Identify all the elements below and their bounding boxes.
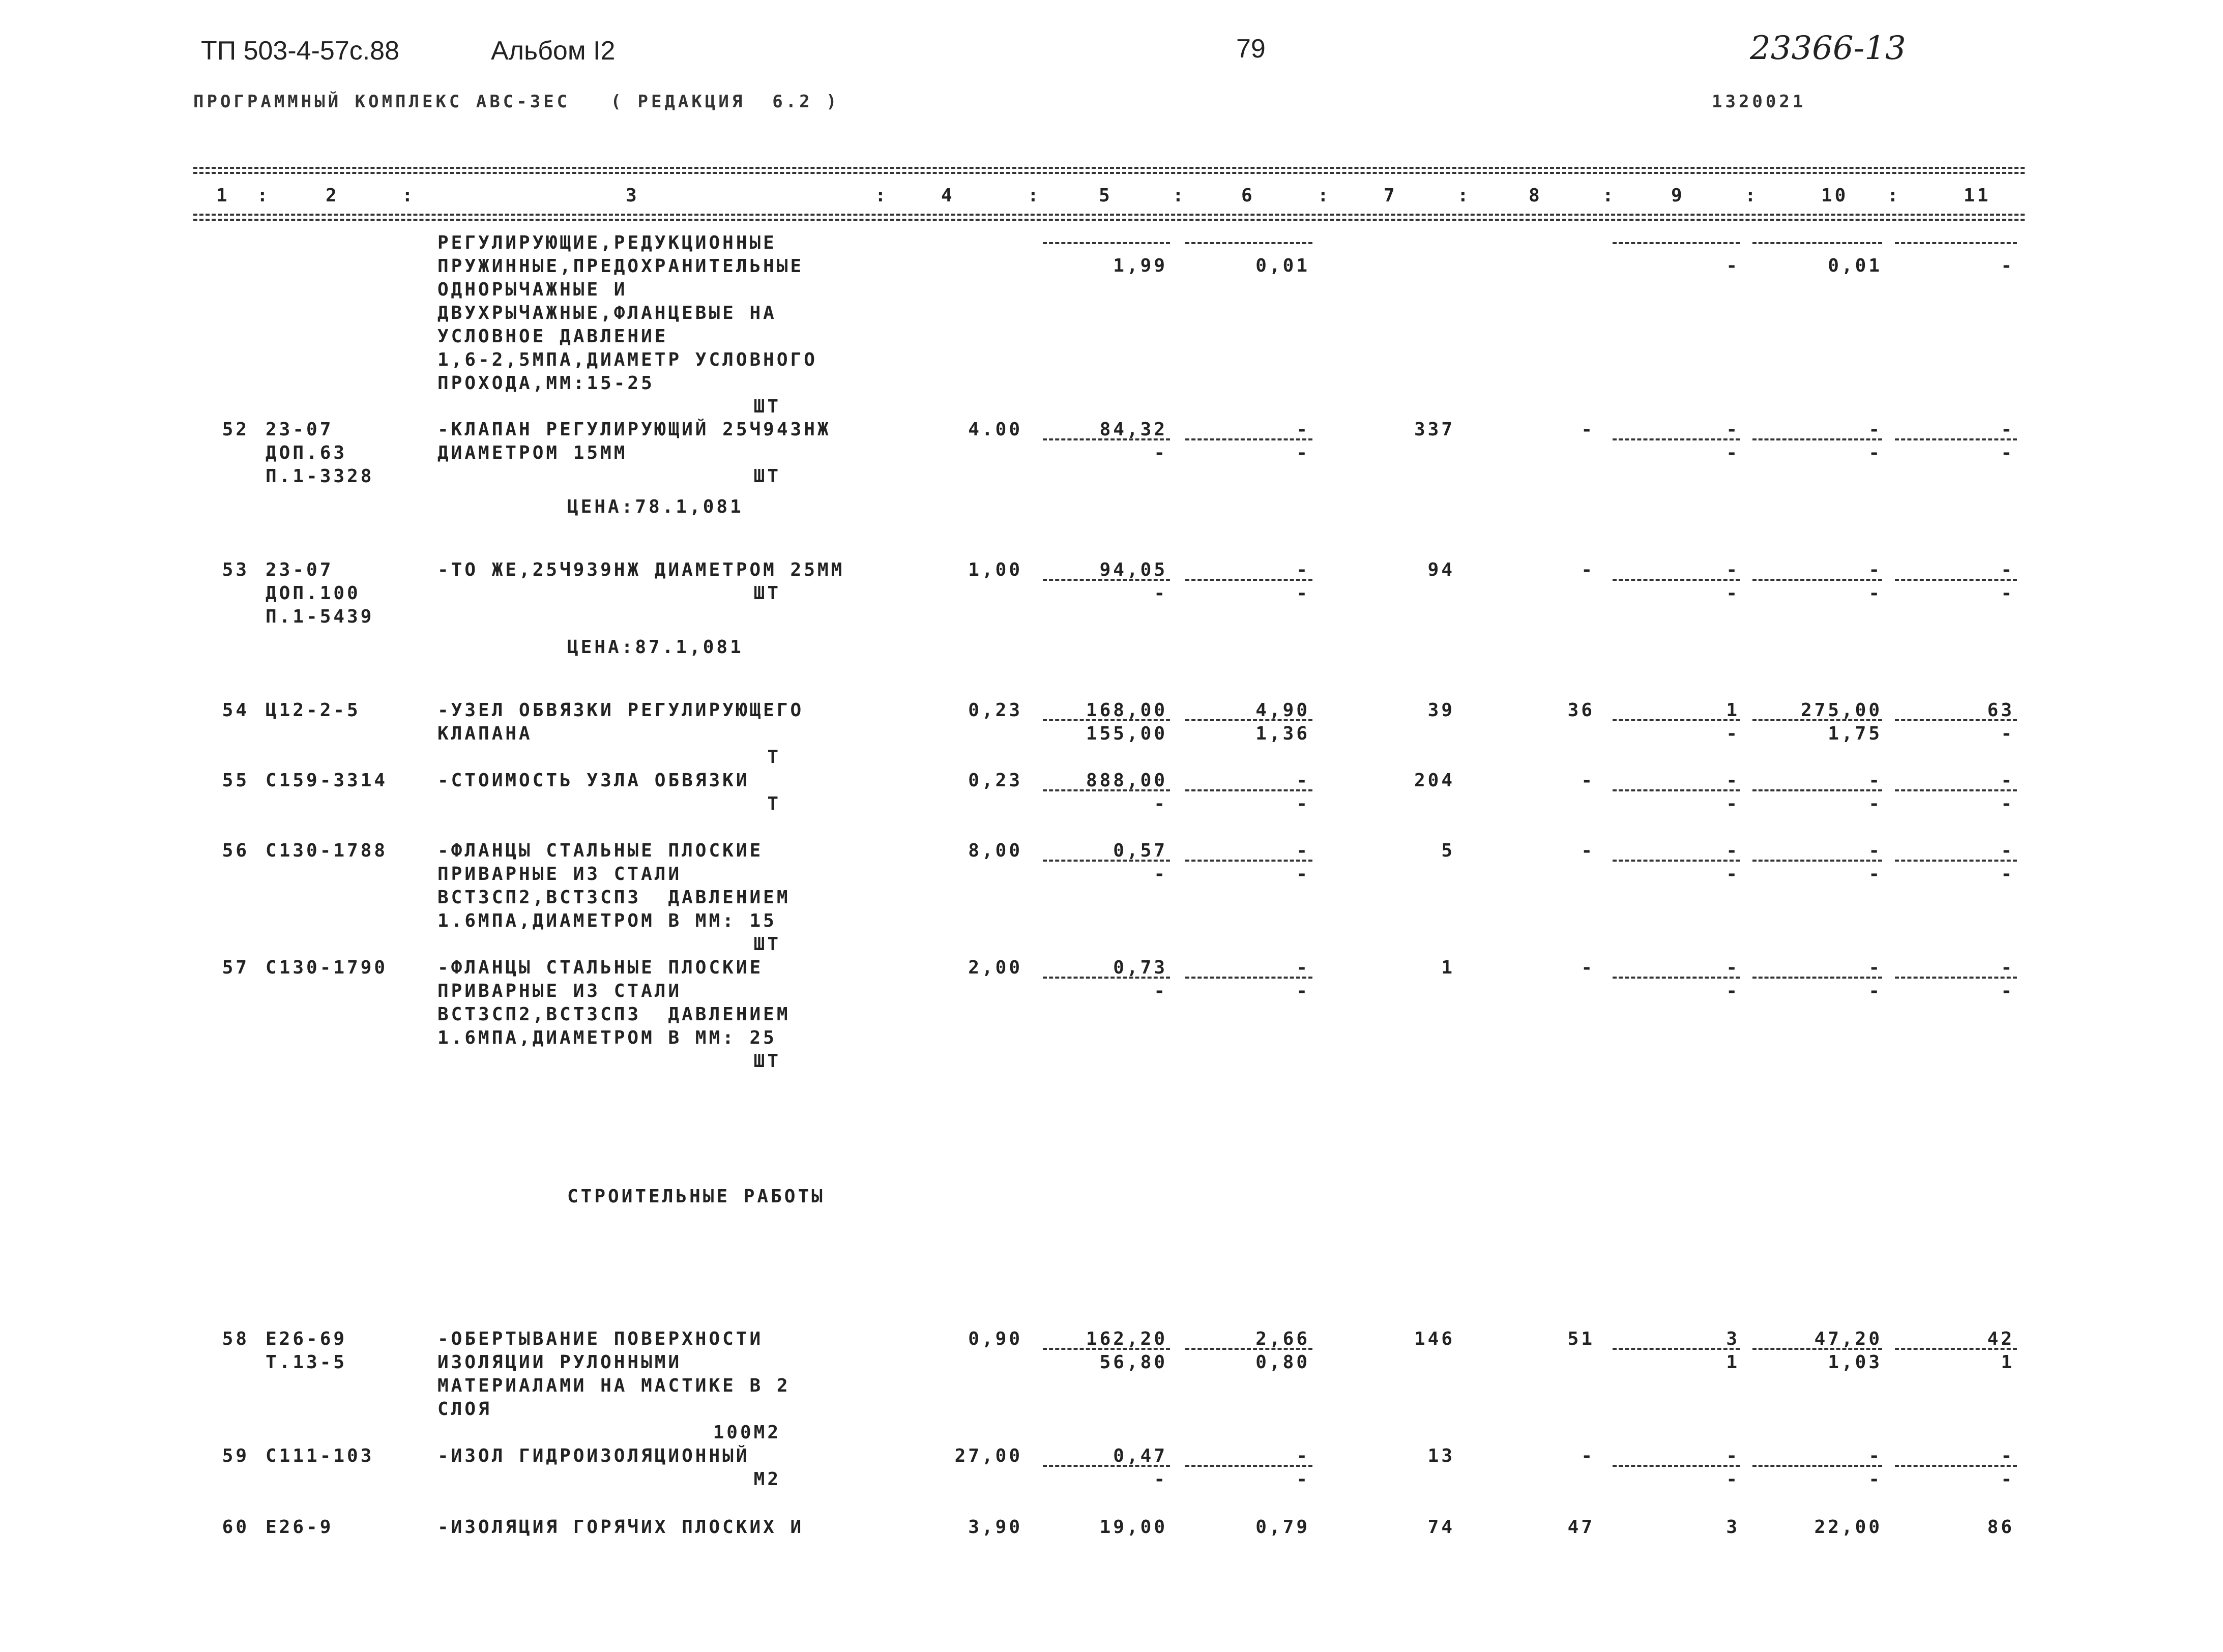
separator-c6 [1185,719,1312,721]
work-description: -ФЛАНЦЫ СТАЛЬНЫЕ ПЛОСКИЕ [437,840,764,861]
value2-c6: - [1296,981,1310,1001]
separator-c5 [1043,789,1170,791]
norm-code: Е26-69 [266,1329,347,1349]
row-number: 56 [222,840,249,861]
norm-code: Т.13-5 [266,1352,347,1373]
unit-label: ШТ [753,1051,781,1072]
work-description: -ФЛАНЦЫ СТАЛЬНЫЕ ПЛОСКИЕ [437,957,764,978]
row-number: 60 [222,1517,249,1538]
value2-c5: - [1154,442,1167,463]
value-c11: - [2001,840,2014,861]
value-c7: 74 [1427,1517,1455,1538]
value-c4: 4.00 [968,419,1022,440]
work-description: ПРИВАРНЫЕ ИЗ СТАЛИ [437,864,682,884]
value-c9: - [1726,840,1740,861]
work-description: РЕГУЛИРУЮЩИЕ,РЕДУКЦИОННЫЕ [437,232,777,253]
value-c10: 0,01 [1828,255,1882,276]
work-description: -УЗЕЛ ОБВЯЗКИ РЕГУЛИРУЮЩЕГО [437,700,804,721]
column-header-8: 8 [1529,185,1542,206]
column-separator: : [1887,185,1901,206]
value2-c10: - [1868,583,1882,604]
separator-c5 [1043,1465,1170,1467]
work-description: 1.6МПА,ДИАМЕТРОМ В ММ: 15 [437,910,777,931]
value-c9: - [1726,419,1740,440]
row-number: 52 [222,419,249,440]
value2-c9: - [1726,442,1740,463]
work-description: МАТЕРИАЛАМИ НА МАСТИКЕ В 2 [437,1375,791,1396]
separator-c5 [1043,719,1170,721]
column-separator: : [1318,185,1331,206]
value-c8: 47 [1567,1517,1595,1538]
separator-c11 [1895,719,2017,721]
value-c9: - [1726,255,1740,276]
work-description: УСЛОВНОЕ ДАВЛЕНИЕ [437,326,668,347]
separator-c9 [1613,860,1740,862]
value-c7: 146 [1414,1329,1455,1349]
value-c9: 3 [1726,1517,1740,1538]
value2-c5: - [1154,583,1167,604]
separator-c10 [1752,579,1882,581]
separator-c10 [1752,1348,1882,1350]
value-c10: - [1868,1446,1882,1466]
separator-c6 [1185,1348,1312,1350]
separator-c10 [1752,977,1882,979]
separator-c11 [1895,579,2017,581]
unit-label: ШТ [753,583,781,604]
column-separator: : [1173,185,1186,206]
value-c5: 168,00 [1086,700,1167,721]
value-c8: - [1581,770,1595,791]
unit-label: М2 [753,1469,781,1490]
value-c6: 0,79 [1255,1517,1310,1538]
value-c4: 0,90 [968,1329,1022,1349]
value-c11: 86 [1987,1517,2014,1538]
value2-c10: - [1868,793,1882,814]
norm-code: ДОП.100 [266,583,361,604]
value2-c9: - [1726,864,1740,884]
value2-c5: 155,00 [1086,723,1167,744]
column-header-9: 9 [1671,185,1685,206]
norm-code: С111-103 [266,1446,374,1466]
value-c7: 1 [1441,957,1455,978]
work-description: ВСТ3СП2,ВСТ3СП3 ДАВЛЕНИЕМ [437,1004,791,1025]
value-c11: - [2001,255,2014,276]
separator-c11 [1895,1465,2017,1467]
value2-c5: - [1154,864,1167,884]
work-description: ПРИВАРНЫЕ ИЗ СТАЛИ [437,981,682,1001]
norm-code: С130-1790 [266,957,388,978]
column-header-10: 10 [1821,185,1849,206]
value-c5: 162,20 [1086,1329,1167,1349]
value-c4: 2,00 [968,957,1022,978]
value-c8: - [1581,957,1595,978]
separator-c10 [1752,438,1882,440]
value2-c6: - [1296,1469,1310,1490]
value2-c9: - [1726,723,1740,744]
separator-c6 [1185,579,1312,581]
column-separator: : [1602,185,1616,206]
value-c6: - [1296,1446,1310,1466]
work-description: ПРУЖИННЫЕ,ПРЕДОХРАНИТЕЛЬНЫЕ [437,256,804,277]
separator-c10 [1752,860,1882,862]
work-description: СЛОЯ [437,1399,492,1420]
value2-c11: - [2001,583,2014,604]
separator-c6 [1185,789,1312,791]
column-header-4: 4 [941,185,955,206]
value2-c11: - [2001,793,2014,814]
value2-c10: 1,03 [1828,1352,1882,1373]
column-header-1: 1 [216,185,230,206]
value2-c6: - [1296,583,1310,604]
value2-c11: - [2001,1469,2014,1490]
value2-c6: - [1296,864,1310,884]
value2-c10: - [1868,442,1882,463]
value-c9: 3 [1726,1329,1740,1349]
price-note: ЦЕНА:87.1,081 [567,637,744,658]
norm-code: Е26-9 [266,1517,334,1538]
page-number: 79 [1236,34,1266,64]
value-c10: - [1868,770,1882,791]
value-c6: 4,90 [1255,700,1310,721]
rule-top [193,167,2025,169]
unit-label: ШТ [753,934,781,955]
value-c10: - [1868,419,1882,440]
value2-c9: - [1726,583,1740,604]
norm-code: ДОП.63 [266,442,347,463]
value-c5: 94,05 [1099,559,1167,580]
separator-c9 [1613,242,1740,244]
value2-c6: - [1296,442,1310,463]
value-c5: 19,00 [1099,1517,1167,1538]
work-description: 1,6-2,5МПА,ДИАМЕТР УСЛОВНОГО [437,349,817,370]
separator-c9 [1613,438,1740,440]
value-c8: - [1581,840,1595,861]
doc-code: ТП 503-4-57с.88 [201,36,400,66]
separator-c5 [1043,579,1170,581]
value-c11: 42 [1987,1329,2014,1349]
separator-c9 [1613,579,1740,581]
value-c6: - [1296,559,1310,580]
row-number: 54 [222,700,249,721]
value-c9: - [1726,957,1740,978]
value-c7: 337 [1414,419,1455,440]
value-c4: 0,23 [968,700,1022,721]
norm-code: 23-07 [266,419,334,440]
work-description: -СТОИМОСТЬ УЗЛА ОБВЯЗКИ [437,770,750,791]
separator-c11 [1895,860,2017,862]
column-header-6: 6 [1241,185,1255,206]
section-title: СТРОИТЕЛЬНЫЕ РАБОТЫ [567,1186,825,1207]
value2-c11: - [2001,723,2014,744]
work-description: -ТО ЖЕ,25Ч939НЖ ДИАМЕТРОМ 25ММ [437,559,845,580]
separator-c10 [1752,719,1882,721]
separator-c11 [1895,1348,2017,1350]
separator-c11 [1895,977,2017,979]
value-c5: 84,32 [1099,419,1167,440]
column-header-5: 5 [1099,185,1113,206]
value2-c11: - [2001,864,2014,884]
norm-code: 23-07 [266,559,334,580]
value-c8: - [1581,559,1595,580]
value2-c5: 56,80 [1099,1352,1167,1373]
work-description: -ОБЕРТЫВАНИЕ ПОВЕРХНОСТИ [437,1329,764,1349]
value2-c9: - [1726,981,1740,1001]
row-number: 53 [222,559,249,580]
separator-c9 [1613,1465,1740,1467]
value-c11: - [2001,957,2014,978]
column-header-11: 11 [1964,185,1991,206]
value2-c5: - [1154,981,1167,1001]
separator-c5 [1043,242,1170,244]
value-c6: - [1296,419,1310,440]
value-c9: - [1726,770,1740,791]
value2-c6: 1,36 [1255,723,1310,744]
value-c6: 2,66 [1255,1329,1310,1349]
work-description: -КЛАПАН РЕГУЛИРУЮЩИЙ 25Ч943НЖ [437,419,831,440]
value-c5: 888,00 [1086,770,1167,791]
column-separator: : [1028,185,1041,206]
work-description: ОДНОРЫЧАЖНЫЕ И [437,279,628,300]
value-c5: 1,99 [1113,255,1167,276]
separator-c5 [1043,438,1170,440]
norm-code: Ц12-2-5 [266,700,361,721]
separator-c11 [1895,789,2017,791]
work-description: -ИЗОЛ ГИДРОИЗОЛЯЦИОННЫЙ [437,1446,750,1466]
program-line: ПРОГРАММНЫЙ КОМПЛЕКС АВС-3ЕС ( РЕДАКЦИЯ 6.2 ) [193,92,840,112]
separator-c6 [1185,242,1312,244]
separator-c10 [1752,1465,1882,1467]
separator-c5 [1043,977,1170,979]
column-header-7: 7 [1384,185,1397,206]
value-c10: - [1868,840,1882,861]
value-c6: - [1296,770,1310,791]
value-c7: 39 [1427,700,1455,721]
value-c11: - [2001,770,2014,791]
value2-c11: - [2001,981,2014,1001]
norm-code: С130-1788 [266,840,388,861]
value2-c9: - [1726,793,1740,814]
value-c10: - [1868,957,1882,978]
value-c8: 36 [1567,700,1595,721]
value-c4: 0,23 [968,770,1022,791]
value-c7: 204 [1414,770,1455,791]
value-c11: - [2001,1446,2014,1466]
rule-bottom [193,214,2025,216]
value-c5: 0,47 [1113,1446,1167,1466]
unit-label: Т [767,747,781,768]
separator-c9 [1613,1348,1740,1350]
value-c7: 94 [1427,559,1455,580]
value-c8: - [1581,1446,1595,1466]
separator-c9 [1613,719,1740,721]
column-separator: : [1457,185,1471,206]
unit-label: Т [767,793,781,814]
work-description: ВСТ3СП2,ВСТ3СП3 ДАВЛЕНИЕМ [437,887,791,908]
value-c11: - [2001,559,2014,580]
unit-label: 100М2 [713,1422,781,1443]
value2-c9: - [1726,1469,1740,1490]
value2-c10: - [1868,981,1882,1001]
norm-code: П.1-5439 [266,606,374,627]
norm-code: С159-3314 [266,770,388,791]
separator-c9 [1613,789,1740,791]
work-description: -ИЗОЛЯЦИЯ ГОРЯЧИХ ПЛОСКИХ И [437,1517,804,1538]
album-label: Альбом I2 [491,36,616,66]
value-c8: - [1581,419,1595,440]
value2-c6: 0,80 [1255,1352,1310,1373]
row-number: 57 [222,957,249,978]
value2-c11: - [2001,442,2014,463]
value-c9: - [1726,1446,1740,1466]
column-separator: : [257,185,271,206]
value-c10: 47,20 [1814,1329,1882,1349]
value-c4: 27,00 [954,1446,1022,1466]
value2-c5: - [1154,793,1167,814]
rule-top-2 [193,172,2025,174]
column-header-2: 2 [326,185,339,206]
work-description: ДВУХРЫЧАЖНЫЕ,ФЛАНЦЕВЫЕ НА [437,303,777,323]
value2-c6: - [1296,793,1310,814]
price-note: ЦЕНА:78.1,081 [567,496,744,517]
value-c9: - [1726,559,1740,580]
separator-c9 [1613,977,1740,979]
value-c6: - [1296,840,1310,861]
value2-c10: - [1868,864,1882,884]
value-c11: - [2001,419,2014,440]
separator-c6 [1185,438,1312,440]
value-c9: 1 [1726,700,1740,721]
value2-c5: - [1154,1469,1167,1490]
handwritten-number: 23366-13 [1750,29,1906,67]
document-code: 1320021 [1712,92,1806,112]
separator-c10 [1752,242,1882,244]
value-c6: - [1296,957,1310,978]
value2-c10: 1,75 [1828,723,1882,744]
separator-c5 [1043,1348,1170,1350]
value2-c10: - [1868,1469,1882,1490]
work-description: ИЗОЛЯЦИИ РУЛОННЫМИ [437,1352,682,1373]
value-c4: 3,90 [968,1517,1022,1538]
work-description: 1.6МПА,ДИАМЕТРОМ В ММ: 25 [437,1027,777,1048]
separator-c11 [1895,438,2017,440]
value-c10: - [1868,559,1882,580]
row-number: 58 [222,1329,249,1349]
unit-label: ШТ [753,466,781,487]
separator-c5 [1043,860,1170,862]
value-c6: 0,01 [1255,255,1310,276]
value-c4: 1,00 [968,559,1022,580]
column-separator: : [875,185,889,206]
rule-bottom-2 [193,219,2025,221]
value-c5: 0,57 [1113,840,1167,861]
separator-c6 [1185,977,1312,979]
value-c5: 0,73 [1113,957,1167,978]
value-c8: 51 [1567,1329,1595,1349]
work-description: ПРОХОДА,ММ:15-25 [437,373,655,394]
value-c7: 13 [1427,1446,1455,1466]
separator-c11 [1895,242,2017,244]
value-c10: 275,00 [1800,700,1882,721]
work-description: ДИАМЕТРОМ 15ММ [437,442,628,463]
separator-c6 [1185,1465,1312,1467]
value-c4: 8,00 [968,840,1022,861]
separator-c10 [1752,789,1882,791]
column-header-3: 3 [626,185,639,206]
value2-c9: 1 [1726,1352,1740,1373]
row-number: 55 [222,770,249,791]
unit-label: ШТ [753,396,781,417]
value-c10: 22,00 [1814,1517,1882,1538]
row-number: 59 [222,1446,249,1466]
norm-code: П.1-3328 [266,466,374,487]
value-c11: 63 [1987,700,2014,721]
separator-c6 [1185,860,1312,862]
column-separator: : [402,185,416,206]
value-c7: 5 [1441,840,1455,861]
value2-c11: 1 [2001,1352,2014,1373]
column-separator: : [1745,185,1759,206]
work-description: КЛАПАНА [437,723,533,744]
